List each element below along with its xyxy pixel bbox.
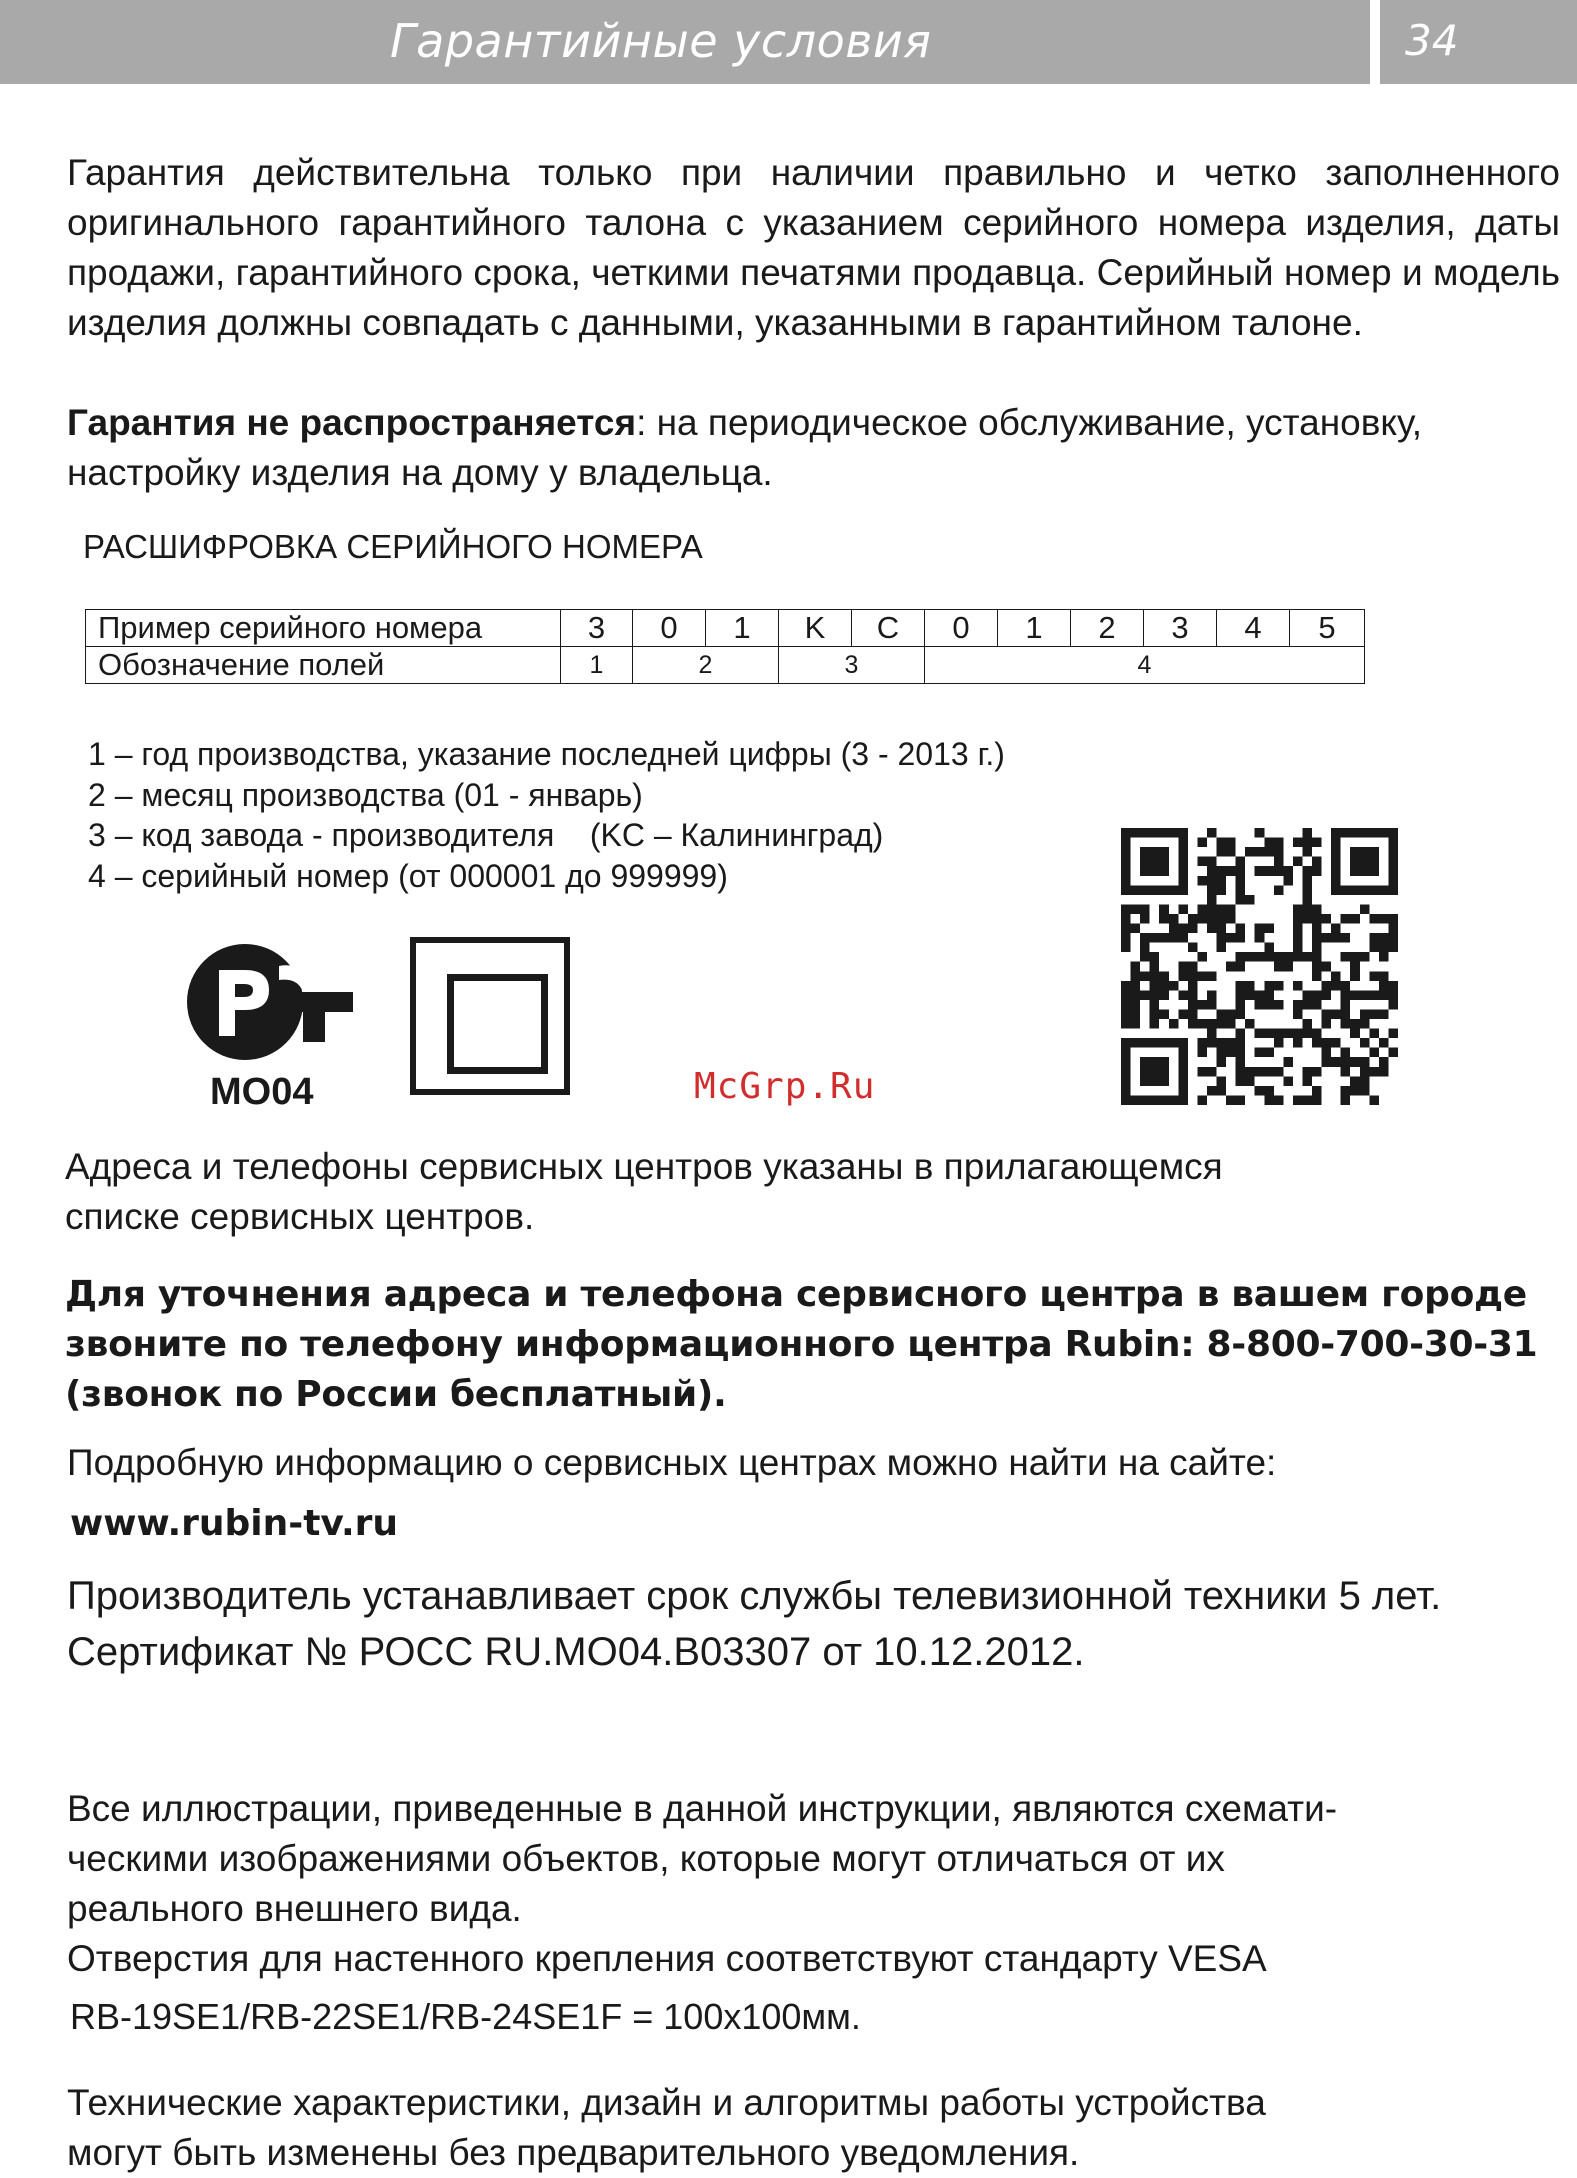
watermark: McGrp.Ru — [694, 1066, 876, 1107]
serial-char: 3 — [1144, 610, 1217, 647]
pct-certification-icon — [183, 940, 353, 1065]
service-life-block — [67, 1568, 1441, 1680]
service-life-line: Производитель устанавливает срок службы телевизионной техники 5 лет. — [67, 1574, 1442, 1618]
serial-char: 3 — [561, 610, 633, 647]
hotline-line: звоните по телефону информационного центра Rubin: 8-800-700-30-31 — [65, 1324, 1538, 1365]
legend-item: 2 – месяц производства (01 - январь) — [88, 776, 643, 813]
field-number: 3 — [779, 647, 925, 684]
header-bar — [0, 0, 1370, 84]
table-row — [86, 610, 1365, 647]
legend-item: 3 – код завода - производителя (KC – Калининград) — [88, 817, 884, 853]
warranty-text: Гарантия действительна только при наличии правильно и четко заполненного оригинального гарантийного талона с указанием серийного номера изделия, даты продажи, гарантийного срока, четкими печатями продавца. Серийный номер и модель изделия должны совпадать с данными, указанными в гарантийном талоне. — [67, 152, 1560, 343]
page-number-box — [1380, 0, 1577, 84]
serial-legend — [88, 734, 1005, 896]
exclusion-bold: Гарантия не распространяется — [67, 402, 637, 443]
service-note-text: Адреса и телефоны сервисных центров указаны в прилагающемся списке сервисных центров. — [65, 1146, 1223, 1237]
serial-char: 0 — [925, 610, 998, 647]
page-number: 34 — [1405, 16, 1459, 65]
legend-item: 1 – год производства, указание последней цифры (3 - 2013 г.) — [88, 736, 1005, 772]
serial-char: 1 — [706, 610, 779, 647]
info-line: Подробную информацию о сервисных центрах можно найти на сайте: — [67, 1442, 1277, 1483]
serial-char: K — [779, 610, 852, 647]
field-number: 2 — [633, 647, 779, 684]
tech-notice — [67, 2078, 1266, 2178]
hotline-line: Для уточнения адреса и телефона сервисного центра в вашем городе — [65, 1274, 1527, 1315]
website-link[interactable]: www.rubin-tv.ru — [70, 1503, 399, 1544]
serial-heading: РАСШИФРОВКА СЕРИЙНОГО НОМЕРА — [83, 528, 703, 565]
legend-item: 4 – серийный номер (от 000001 до 999999) — [88, 857, 728, 894]
illus-line: Все иллюстрации, приведенные в данной инструкции, являются схемати- — [67, 1788, 1338, 1829]
illustrations-note — [67, 1784, 1337, 1984]
tech-line: могут быть изменены без предварительного уведомления. — [67, 2132, 1080, 2173]
service-centers-note — [65, 1142, 1345, 1242]
illus-line: Отверстия для настенного крепления соответствуют стандарту VESA — [67, 1938, 1267, 1979]
serial-char: 0 — [633, 610, 706, 647]
exclusion-text: : на периодическое обслуживание, установку, настройку изделия на дому у владельца. — [67, 402, 1423, 493]
warranty-paragraph — [67, 148, 1560, 348]
vesa-models: RB-19SE1/RB-22SE1/RB-24SE1F = 100x100мм. — [70, 1996, 861, 2037]
table-row — [86, 647, 1365, 684]
certification-code: MO04 — [210, 1071, 314, 1113]
page-title: Гарантийные условия — [390, 14, 932, 68]
qr-code-icon — [1121, 828, 1398, 1105]
double-insulation-icon — [410, 937, 570, 1095]
serial-table — [85, 609, 1365, 684]
warranty-exclusion — [67, 398, 1567, 498]
serial-char: 1 — [998, 610, 1071, 647]
serial-char: 4 — [1217, 610, 1290, 647]
field-number: 1 — [561, 647, 633, 684]
row-label: Обозначение полей — [86, 647, 561, 684]
double-insulation-inner — [447, 974, 548, 1074]
certificate-line: Сертификат № РОСС RU.MO04.B03307 от 10.12.2012. — [67, 1630, 1085, 1674]
serial-char: 5 — [1290, 610, 1365, 647]
row-label: Пример серийного номера — [86, 610, 561, 647]
serial-char: 2 — [1071, 610, 1144, 647]
illus-line: ческими изображениями объектов, которые могут отличаться от их — [67, 1838, 1225, 1879]
illus-line: реального внешнего вида. — [67, 1888, 522, 1929]
tech-line: Технические характеристики, дизайн и алгоритмы работы устройства — [67, 2082, 1266, 2123]
hotline-block — [65, 1270, 1537, 1420]
field-number: 4 — [925, 647, 1365, 684]
hotline-line: (звонок по России бесплатный). — [65, 1374, 727, 1415]
serial-char: C — [852, 610, 925, 647]
